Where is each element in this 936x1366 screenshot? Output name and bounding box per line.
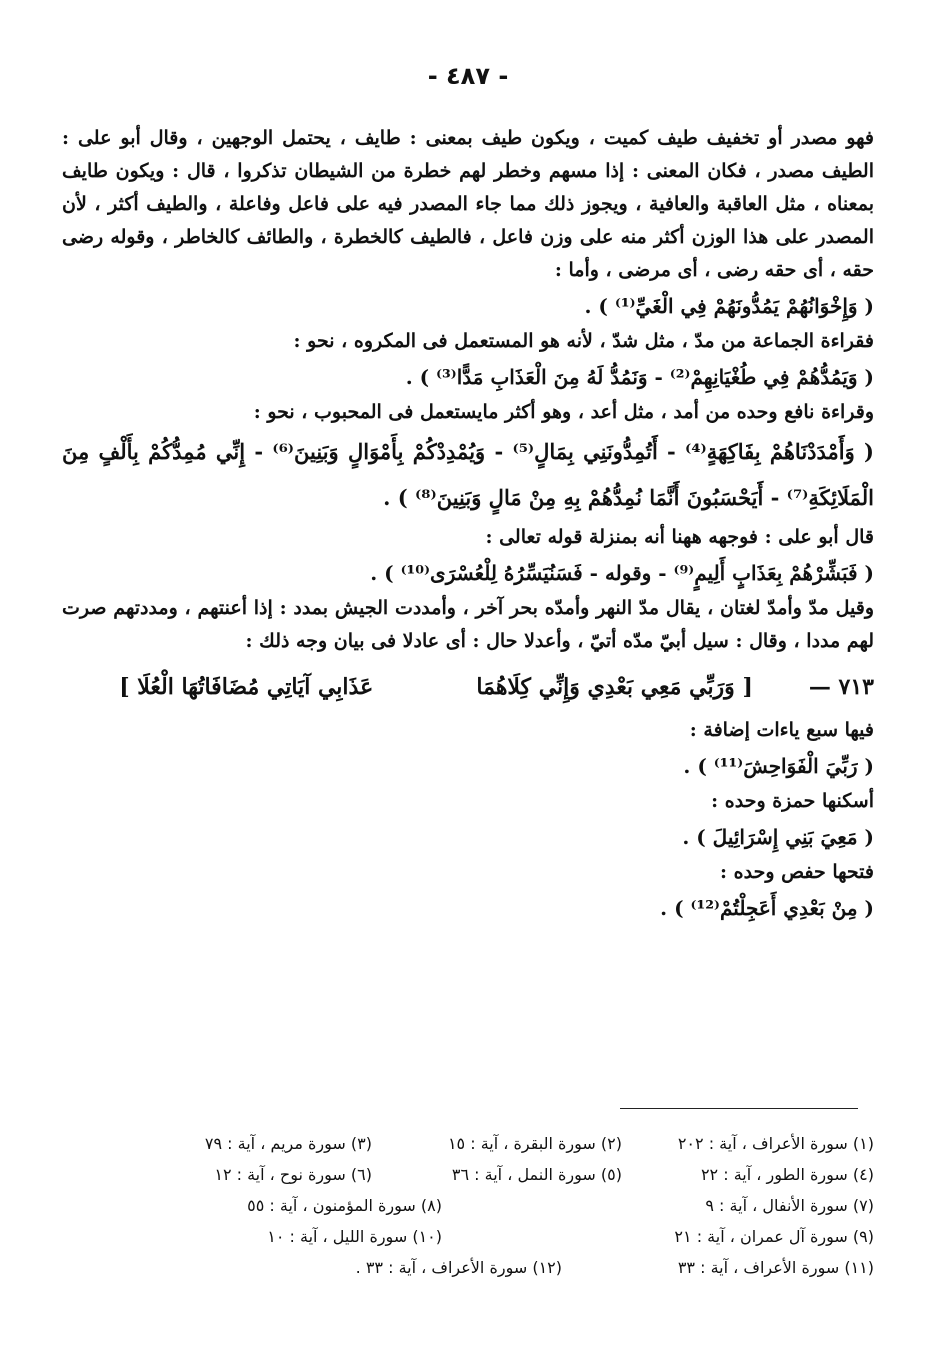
- quran-verse-3: ( وَأَمْدَدْنَاهُمْ بِفَاكِهَةٍ⁽⁴⁾ - أَتُمِدُّونَنِي بِمَالٍ⁽⁵⁾ - وَيُمْدِدْكُمْ بِأَمْوَالٍ وَبَنِينَ⁽⁶⁾ - إِنِّي مُمِدُّكُمْ بِأَلْفٍ مِنَ الْمَلَائِكَةِ⁽⁷⁾ - أَيَحْسَبُونَ أَنَّمَا نُمِدُّهُمْ بِهِ مِنْ مَالٍ وَبَنِينَ⁽⁸⁾ ) .: [62, 439, 874, 510]
- poem-number: ٧١٣ —: [808, 674, 874, 700]
- quran-verse-1: ( وَإِخْوَانُهُمْ يَمُدُّونَهُمْ فِي الْغَيِّ⁽¹⁾ ) .: [584, 294, 874, 318]
- paragraph-hafs: فتحها حفص وحده :: [720, 861, 874, 883]
- footnote-row: [120, 1252, 874, 1283]
- footnote-7: (٧) سورة الأنفال ، آية : ٩: [705, 1196, 874, 1215]
- footnote-11: (١١) سورة الأعراف ، آية : ٣٣: [677, 1258, 874, 1277]
- footnote-2: (٢) سورة البقرة ، آية : ١٥: [447, 1134, 622, 1153]
- poem-hemistich-1: [ وَرَبِّي مَعِي بَعْدِي وَإِنِّي كِلَاهُمَا: [476, 674, 753, 700]
- paragraph-madd: فقراءة الجماعة من مدّ ، مثل شدّ ، لأنه هو المستعمل فى المكروه ، نحو :: [293, 330, 874, 352]
- quran-verse-2: ( وَيَمُدُّهُمْ فِي طُغْيَانِهِمْ⁽²⁾ - وَنَمُدُّ لَهُ مِنَ الْعَذَابِ مَدًّا⁽³⁾ ) .: [405, 365, 874, 389]
- quran-verse-6: ( مَعِيَ بَنِي إِسْرَائِيلَ ) .: [682, 825, 874, 849]
- footnotes: [120, 1128, 874, 1283]
- footnote-12: (١٢) سورة الأعراف ، آية : ٣٣ .: [355, 1258, 562, 1277]
- quran-verse-5: ( رَبِّيَ الْفَوَاحِشَ⁽¹¹⁾ ) .: [683, 754, 874, 778]
- footnote-3: (٣) سورة مريم ، آية : ٧٩: [204, 1134, 372, 1153]
- footnote-8: (٨) سورة المؤمنون ، آية : ٥٥: [247, 1196, 442, 1215]
- footnote-row: [120, 1128, 874, 1159]
- paragraph-intro: فهو مصدر أو تخفيف طيف كميت ، ويكون طيف بمعنى : طايف ، يحتمل الوجهين ، وقال أبو على : الطيف مصدر ، فكان المعنى : إذا مسهم وخطر لهم خطرة من الشيطان تذكروا ، قال : ويكون طايف بمعناه ، مثل العاقبة والعافية ، ويجوز ذلك مما جاء المصدر فيه على فاعل وفاعلة ، والطيف أكثر ، لأن المصدر على هذا الوزن أكثر منه على وزن فاعل ، فالطيف كالخطرة ، والطائف كالخاطر ، وقوله رضى حقه ، أى حقه رضى ، أى مرضى ، وأما :: [62, 127, 874, 281]
- footnote-row: [120, 1190, 874, 1221]
- quran-verse-7: ( مِنْ بَعْدِي أَعَجِلْتُمْ⁽¹²⁾ ) .: [660, 896, 874, 920]
- footnote-1: (١) سورة الأعراف ، آية : ٢٠٢: [677, 1134, 874, 1153]
- paragraph-yaat: فيها سبع ياءات إضافة :: [689, 719, 874, 741]
- footnote-9: (٩) سورة آل عمران ، آية : ٢١: [674, 1227, 874, 1246]
- footnote-4: (٤) سورة الطور ، آية : ٢٢: [700, 1165, 874, 1184]
- paragraph-lughatan: وقيل مدّ وأمدّ لغتان ، يقال مدّ النهر وأمدّه بحر آخر ، وأمددت الجيش بمدد : إذا أعنتهم ، ومددتهم صرت لهم مددا ، وقال : سيل أبيّ مدّه أتيّ ، وأعدلا حال : أى عادلا فى بيان وجه ذلك :: [62, 597, 874, 652]
- footnote-5: (٥) سورة النمل ، آية : ٣٦: [451, 1165, 622, 1184]
- paragraph-nafi: وقراءة نافع وحده من أمد ، مثل أعد ، وهو أكثر مايستعمل فى المحبوب ، نحو :: [253, 401, 874, 423]
- footnote-row: [120, 1221, 874, 1252]
- page-number: - ٤٨٧ -: [427, 62, 509, 90]
- poem-hemistich-2: عَذَابِي آيَاتِي مُضَافَاتُهَا الْعُلَا ]: [119, 674, 374, 700]
- quran-verse-4: ( فَبَشِّرْهُمْ بِعَذَابٍ أَلِيمٍ⁽⁹⁾ - وقوله - فَسَنُيَسِّرُهُ لِلْعُسْرَى⁽¹⁰⁾ ) .: [370, 561, 874, 585]
- main-text: [62, 122, 874, 927]
- footnote-10: (١٠) سورة الليل ، آية : ١٠: [267, 1227, 442, 1246]
- footnote-6: (٦) سورة نوح ، آية : ١٢: [214, 1165, 372, 1184]
- footnote-row: [120, 1159, 874, 1190]
- poem-line-713: [62, 662, 874, 712]
- footnote-divider: [620, 1108, 858, 1109]
- paragraph-abu-ali: قال أبو على : فوجهه ههنا أنه بمنزلة قوله تعالى :: [485, 526, 874, 548]
- paragraph-hamza: أسكنها حمزة وحده :: [711, 790, 874, 812]
